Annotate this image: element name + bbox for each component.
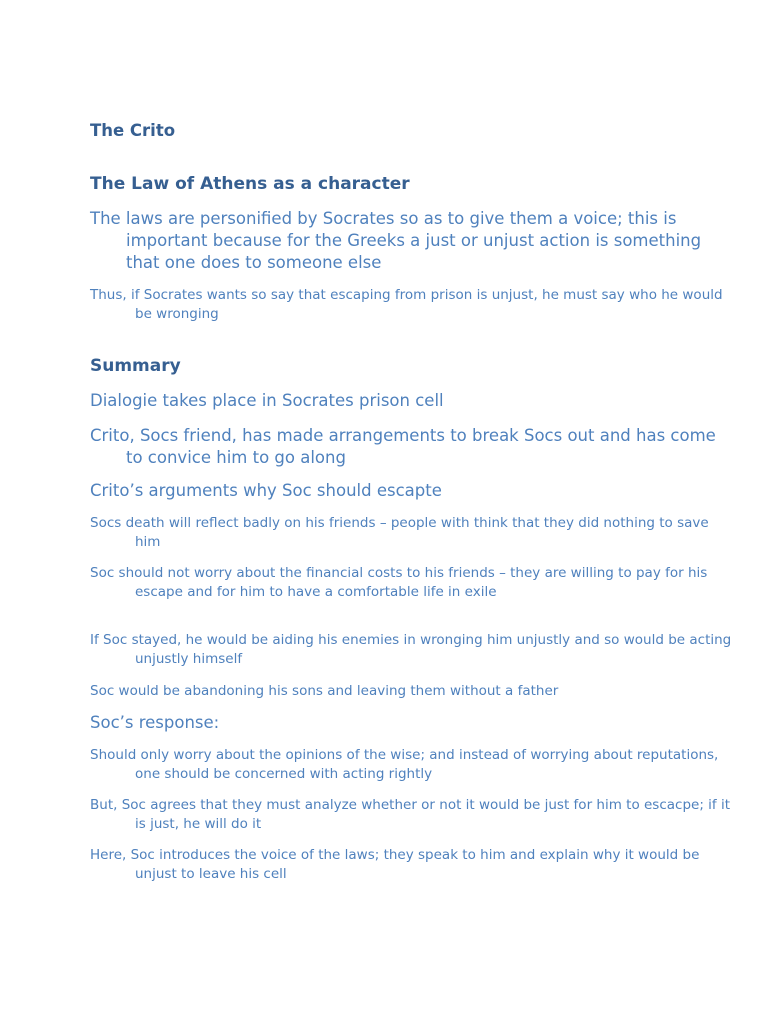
response-item: But, Soc agrees that they must analyze whether or not it would be just for him to escacpe; if it is just, he will do it — [90, 797, 731, 832]
paragraph-crito-arrangements: Crito, Socs friend, has made arrangements to break Socs out and has come to convice him to go along — [90, 426, 716, 467]
section-heading-law-of-athens: The Law of Athens as a character — [90, 174, 410, 194]
argument-item: Soc would be abandoning his sons and leaving them without a father — [90, 683, 559, 699]
subheading-critos-arguments: Crito’s arguments why Soc should escapte — [90, 481, 442, 500]
subheading-socs-response: Soc’s response: — [90, 713, 220, 732]
argument-item: If Soc stayed, he would be aiding his enemies in wronging him unjustly and so would be acting unjustly himself — [90, 632, 732, 667]
paragraph-escaping-unjust: Thus, if Socrates wants so say that escaping from prison is unjust, he must say who he would be wronging — [90, 287, 723, 322]
argument-item: Socs death will reflect badly on his friends – people with think that they did nothing to save him — [90, 515, 709, 550]
argument-item: Soc should not worry about the financial costs to his friends – they are willing to pay for his escape and for him to have a comfortable life in exile — [90, 565, 708, 600]
paragraph-dialogue-setting: Dialogie takes place in Socrates prison cell — [90, 391, 444, 410]
paragraph-laws-personified: The laws are personified by Socrates so as to give them a voice; this is important because for the Greeks a just or unjust action is something that one does to someone else — [90, 209, 702, 272]
response-item: Here, Soc introduces the voice of the laws; they speak to him and explain why it would be unjust to leave his cell — [90, 847, 700, 882]
document-title: The Crito — [90, 121, 176, 140]
response-item: Should only worry about the opinions of the wise; and instead of worrying about reputations, one should be concerned with acting rightly — [90, 747, 719, 782]
section-heading-summary: Summary — [90, 356, 181, 376]
